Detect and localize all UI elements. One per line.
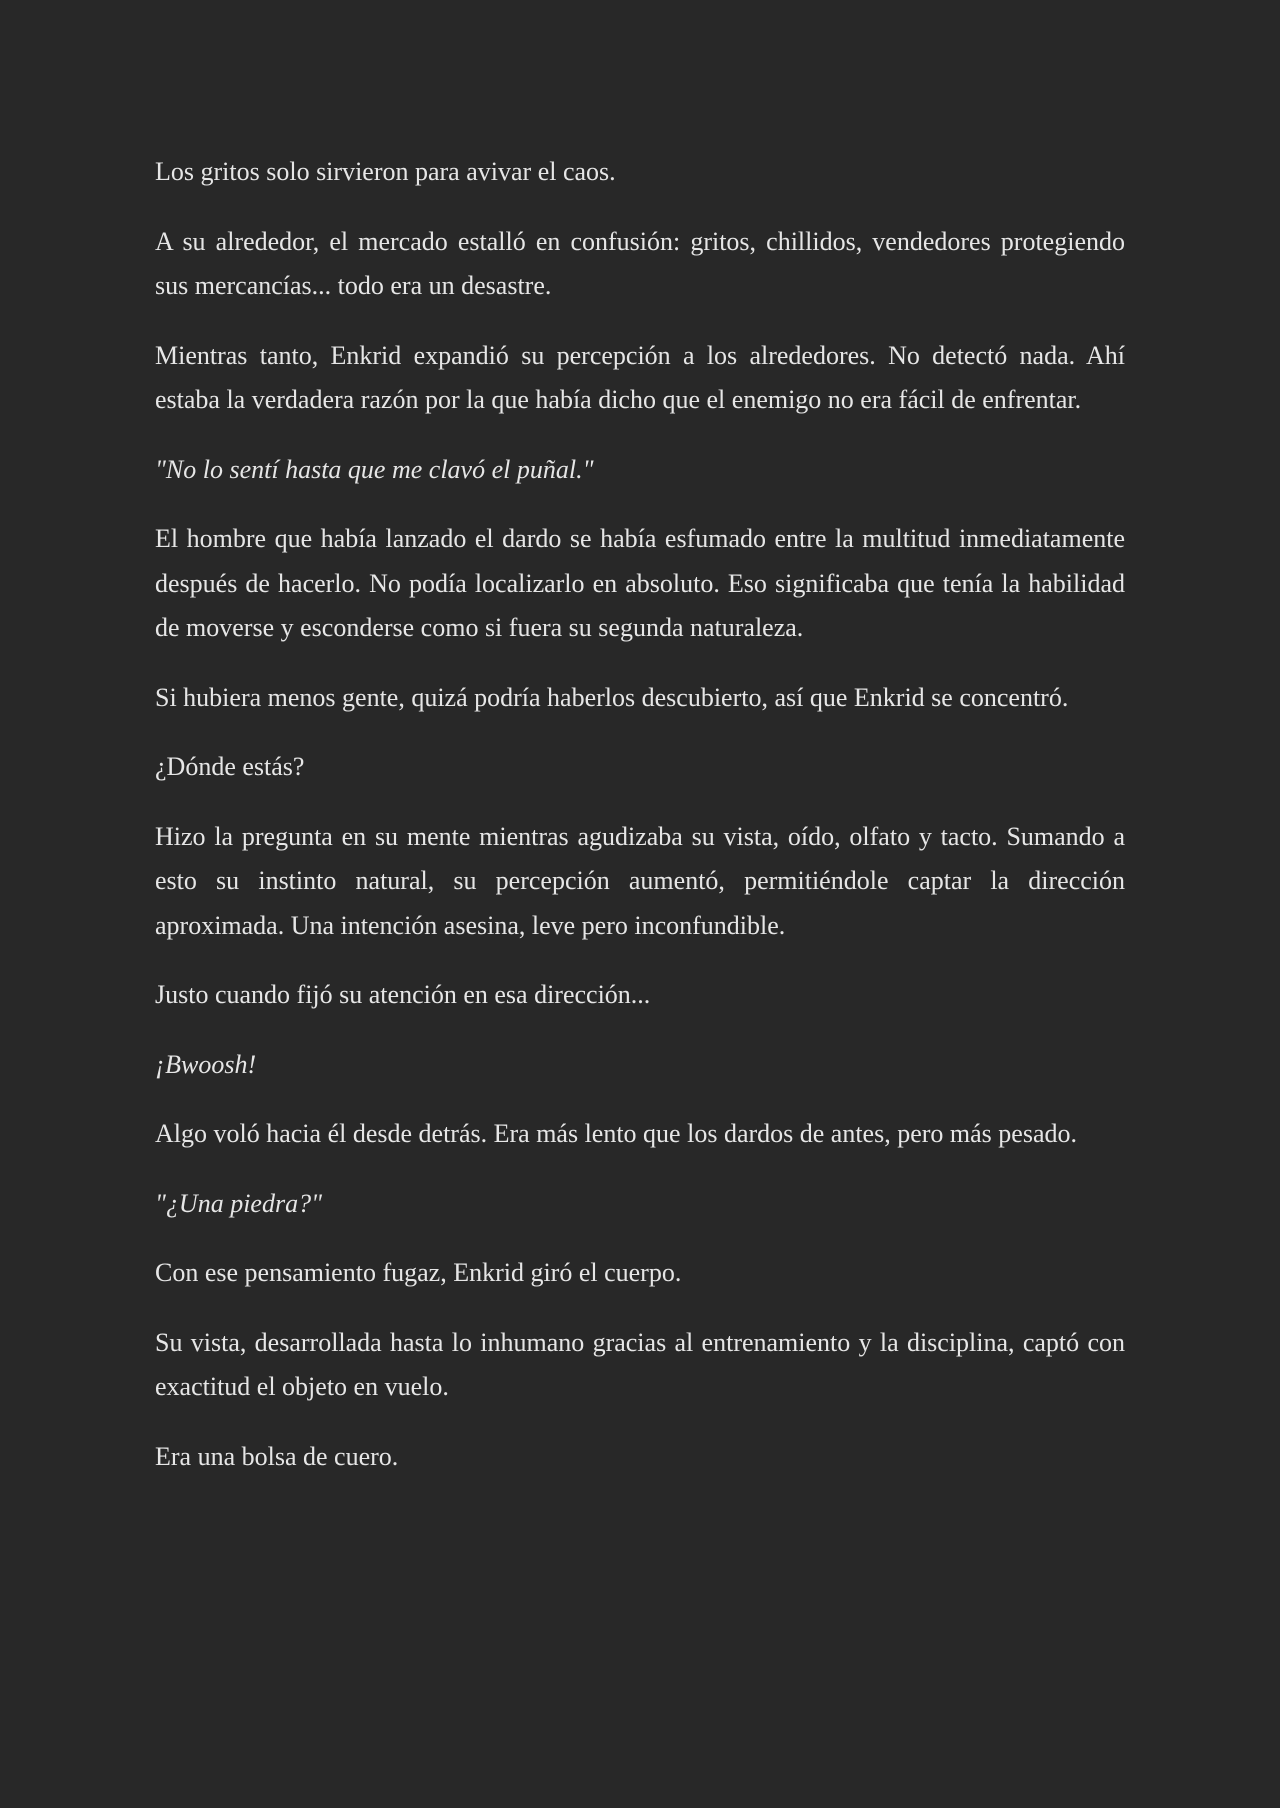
paragraph: Con ese pensamiento fugaz, Enkrid giró el cuerpo.: [155, 1258, 682, 1287]
paragraph: Mientras tanto, Enkrid expandió su percepción a los alrededores. No detectó nada. Ahí estaba la verdadera razón por la que había dicho que el enemigo no era fácil de enfrentar.: [155, 340, 1125, 414]
reader-content: [155, 150, 1125, 1504]
paragraph: Era una bolsa de cuero.: [155, 1441, 399, 1471]
paragraph: El hombre que había lanzado el dardo se había esfumado entre la multitud inmediatamente después de hacerlo. No podía localizarlo en absoluto. Eso significaba que tenía la habilidad de moverse y esconderse como si fuera su segunda naturaleza.: [155, 524, 1125, 642]
paragraph-italic-thought: "¿Una piedra?": [155, 1188, 322, 1218]
paragraph: Hizo la pregunta en su mente mientras agudizaba su vista, oído, olfato y tacto. Sumando a esto su instinto natural, su percepción aumentó, permitiéndole captar la dirección aproximada. Una intención asesina, leve pero inconfundible.: [155, 821, 1125, 940]
paragraph-italic-sound: ¡Bwoosh!: [155, 1049, 257, 1079]
paragraph: ¿Dónde estás?: [155, 752, 305, 781]
paragraph: Si hubiera menos gente, quizá podría haberlos descubierto, así que Enkrid se concentró.: [155, 682, 1069, 712]
paragraph: A su alrededor, el mercado estalló en confusión: gritos, chillidos, vendedores protegiendo sus mercancías... todo era un desastre.: [155, 226, 1125, 300]
paragraph: Su vista, desarrollada hasta lo inhumano gracias al entrenamiento y la disciplina, captó con exactitud el objeto en vuelo.: [155, 1327, 1125, 1401]
paragraph: Justo cuando fijó su atención en esa dirección...: [155, 980, 651, 1009]
paragraph: Los gritos solo sirvieron para avivar el caos.: [155, 157, 616, 186]
paragraph: Algo voló hacia él desde detrás. Era más lento que los dardos de antes, pero más pesado.: [155, 1119, 1077, 1148]
paragraph-italic-thought: "No lo sentí hasta que me clavó el puñal.": [155, 454, 594, 484]
